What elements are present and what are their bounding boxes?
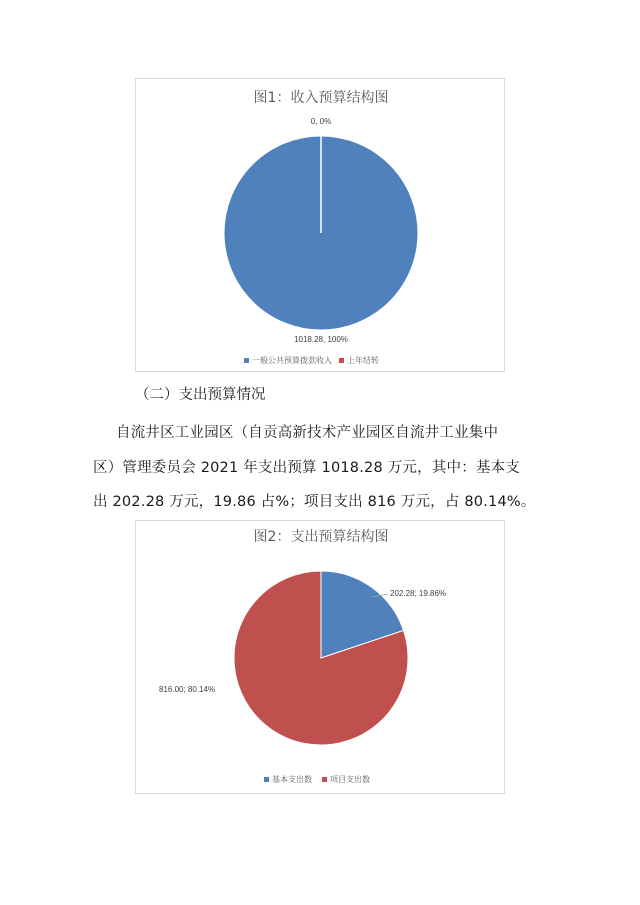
data-label-basic: 202.28; 19.86%: [390, 589, 447, 598]
expenditure-pie: [234, 571, 408, 745]
legend-label-basic: 基本支出数: [272, 775, 312, 784]
data-label-carryover: 0, 0%: [310, 117, 332, 126]
paragraph-line: 自流井区工业园区（自贡高新技术产业园区自流井工业集中: [116, 425, 499, 441]
income-pie: [224, 136, 418, 330]
legend-swatch-general-budget: [244, 358, 249, 363]
data-label-project: 816.00; 80.14%: [159, 685, 216, 694]
income-budget-chart: [135, 78, 505, 372]
chart-title: 图2：支出预算结构图: [253, 529, 389, 545]
paragraph-line: 出 202.28 万元，19.86 占%；项目支出 816 万元，占 80.14%。: [93, 494, 536, 510]
section-heading: （二）支出预算情况: [135, 387, 266, 403]
legend: [264, 774, 370, 784]
legend-label-carryover: 上年结转: [347, 356, 379, 365]
legend-swatch-basic: [264, 777, 269, 782]
income-pie-svg: [136, 79, 506, 373]
expenditure-budget-chart: [135, 520, 505, 794]
legend-swatch-project: [322, 777, 327, 782]
legend: [244, 355, 379, 365]
legend-swatch-carryover: [339, 358, 344, 363]
data-label-general-budget: 1018.28, 100%: [294, 335, 348, 344]
legend-label-general-budget: 一般公共预算拨款收入: [252, 356, 332, 365]
chart-title: 图1：收入预算结构图: [253, 90, 389, 106]
legend-label-project: 项目支出数: [330, 775, 370, 784]
expenditure-pie-svg: [136, 521, 506, 795]
paragraph-line: 区）管理委员会 2021 年支出预算 1018.28 万元，其中：基本支: [93, 460, 520, 476]
